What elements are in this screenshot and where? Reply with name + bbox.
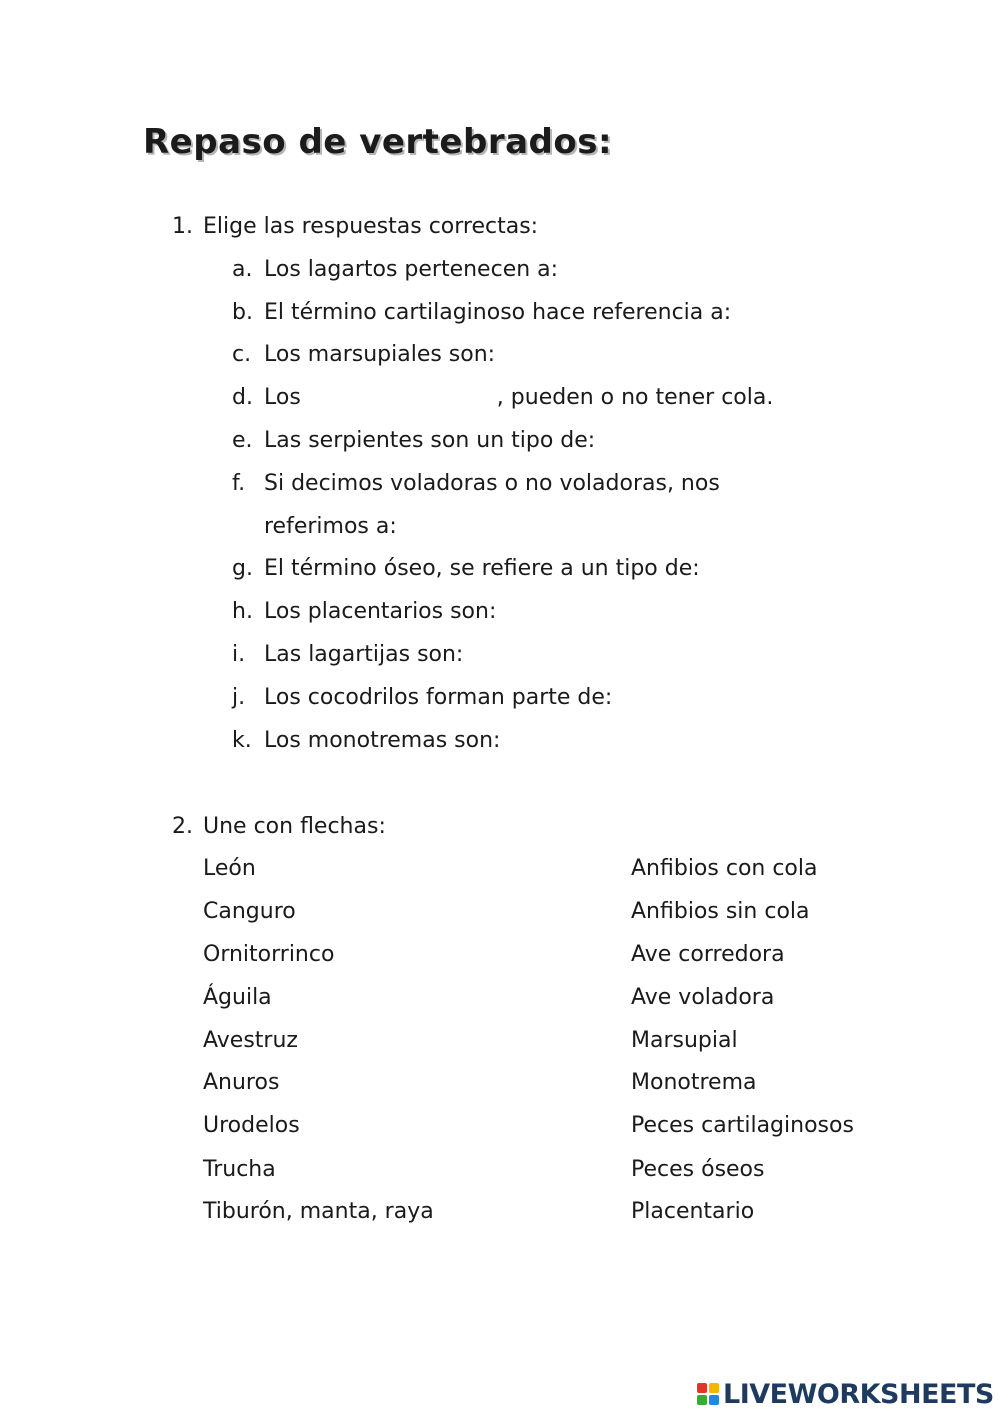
item-letter: i. [232,642,246,667]
item-text-before-blank: Los [264,385,301,410]
question-1-item-g [232,555,700,583]
match-right-item[interactable]: Peces cartilaginosos [631,1113,854,1138]
item-letter: e. [232,428,253,453]
match-left-item[interactable]: Tiburón, manta, raya [203,1199,434,1224]
match-right-item[interactable]: Ave corredora [631,942,785,967]
question-1-item-k [232,727,500,755]
question-2-text: Une con flechas: [203,814,386,839]
match-left-item[interactable]: Águila [203,985,272,1010]
item-text: Los cocodrilos forman parte de: [264,685,613,710]
logo-square-icon [697,1395,707,1405]
question-1-item-e [232,427,595,455]
item-letter: a. [232,257,253,282]
item-text: El término óseo, se refiere a un tipo de: [264,556,700,581]
question-1-item-i [232,641,463,669]
question-2-heading [172,813,386,841]
question-1-item-d [232,384,773,412]
match-left-item[interactable]: Trucha [203,1157,276,1182]
item-letter: j. [232,685,246,710]
question-1-item-h [232,598,496,626]
item-text: Las lagartijas son: [264,642,464,667]
liveworksheets-logo-icon [697,1383,719,1405]
match-right-item[interactable]: Marsupial [631,1028,738,1053]
question-1-number: 1. [172,214,193,239]
item-text: Los lagartos pertenecen a: [264,257,559,282]
item-text: Las serpientes son un tipo de: [264,428,596,453]
question-1-heading [172,213,538,241]
item-text: Si decimos voladoras o no voladoras, nos [264,471,720,496]
logo-square-icon [709,1383,719,1393]
item-letter: h. [232,599,253,624]
match-right-item[interactable]: Anfibios sin cola [631,899,810,924]
liveworksheets-logo-text: LIVEWORKSHEETS [723,1378,994,1410]
match-right-item[interactable]: Placentario [631,1199,755,1224]
liveworksheets-logo [697,1378,994,1410]
item-text: Los marsupiales son: [264,342,496,367]
question-1-text: Elige las respuestas correctas: [203,214,539,239]
question-2-number: 2. [172,814,193,839]
question-1-item-f [232,470,720,541]
logo-square-icon [709,1395,719,1405]
page-title: Repaso de vertebrados: [143,122,613,162]
match-right-item[interactable]: Monotrema [631,1070,757,1095]
match-left-item[interactable]: León [203,856,256,881]
item-letter: f. [232,471,246,496]
match-right-item[interactable]: Ave voladora [631,985,775,1010]
match-right-item[interactable]: Anfibios con cola [631,856,818,881]
item-letter: c. [232,342,252,367]
match-left-item[interactable]: Canguro [203,899,296,924]
item-text: Los monotremas son: [264,728,501,753]
match-left-item[interactable]: Anuros [203,1070,280,1095]
item-letter: g. [232,556,253,581]
item-letter: b. [232,300,253,325]
match-right-item[interactable]: Peces óseos [631,1157,765,1182]
match-left-item[interactable]: Ornitorrinco [203,942,335,967]
question-1-item-b [232,299,731,327]
item-text-after-blank: , pueden o no tener cola. [496,385,774,410]
question-1-item-a [232,256,558,284]
match-left-item[interactable]: Urodelos [203,1113,300,1138]
item-text: Los placentarios son: [264,599,497,624]
item-text-continuation: referimos a: [264,514,397,539]
item-letter: d. [232,385,253,410]
logo-square-icon [697,1383,707,1393]
question-1-item-c [232,341,495,369]
question-1-item-j [232,684,612,712]
item-text: El término cartilaginoso hace referencia a: [264,300,732,325]
item-letter: k. [232,728,252,753]
match-left-item[interactable]: Avestruz [203,1028,298,1053]
